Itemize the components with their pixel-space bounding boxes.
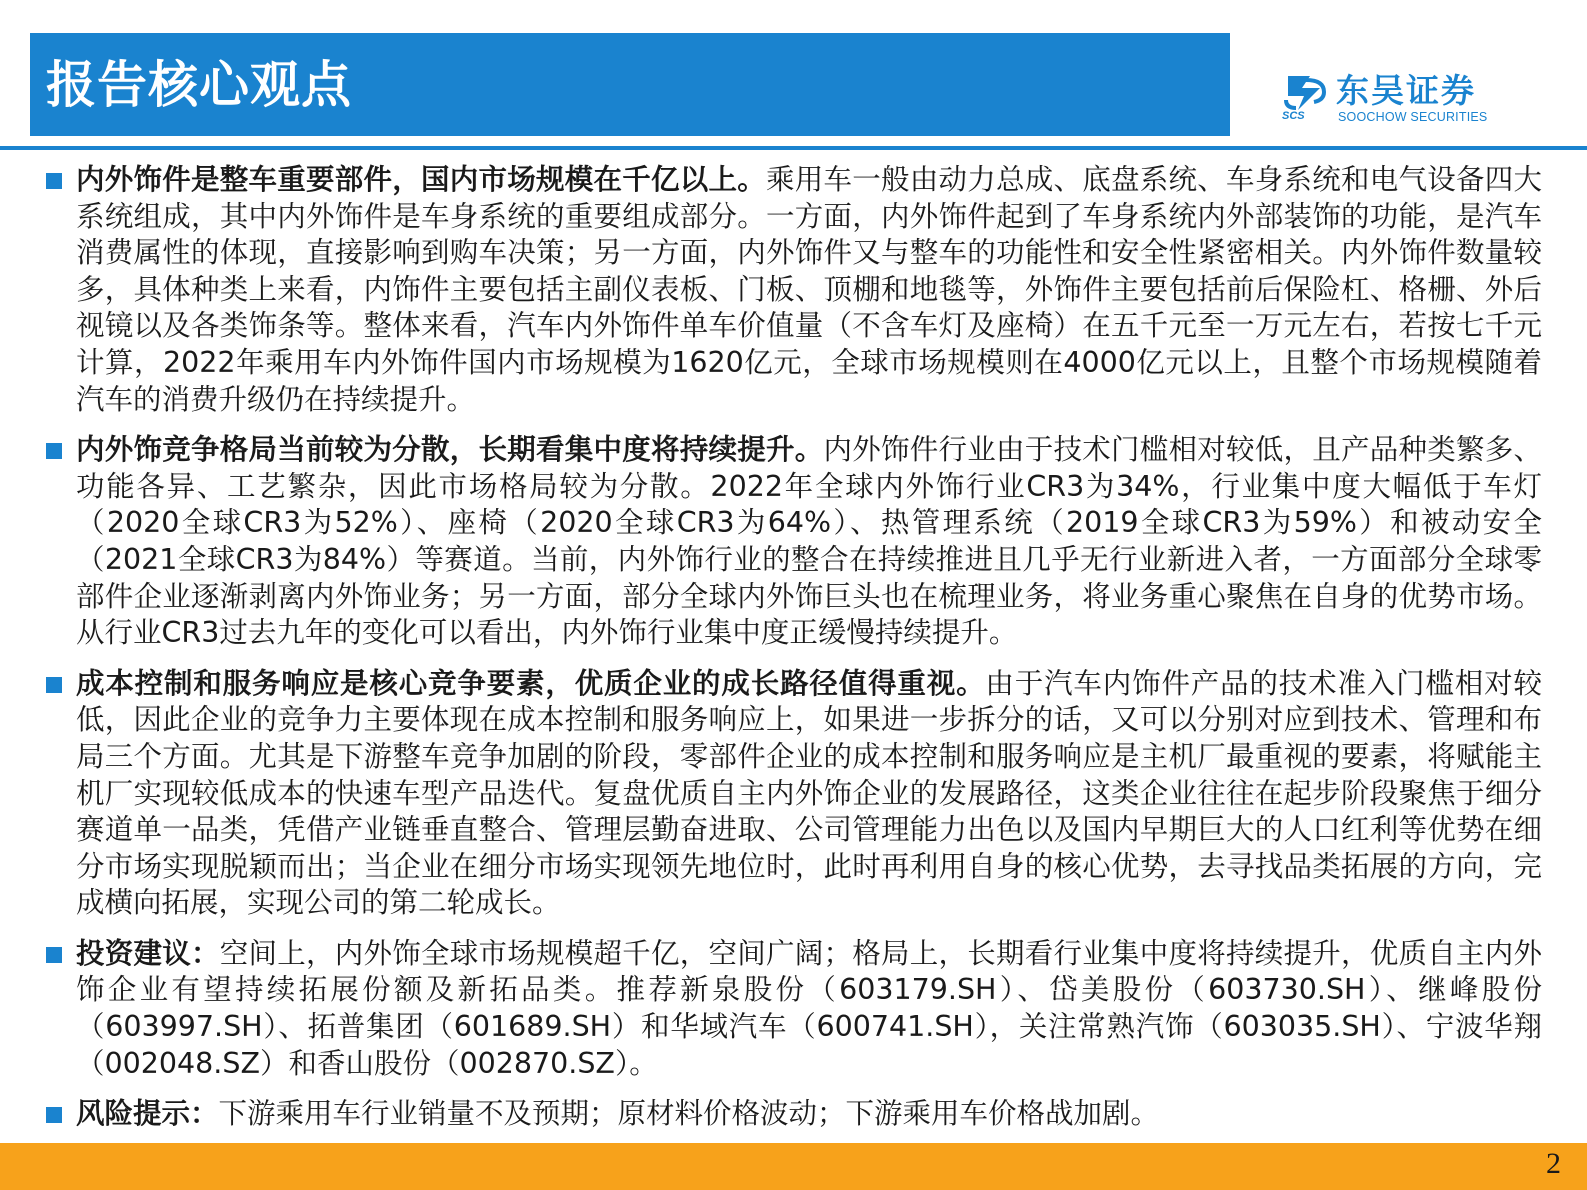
bullet-body: 乘用车一般由动力总成、底盘系统、车身系统和电气设备四大系统组成，其中内外饰件是车身系统的重要组成部分。一方面，内外饰件起到了车身系统内外部装饰的功能，是汽车消费属性的体现，直接影响到购车决策；另一方面，内外饰件又与整车的功能性和安全性紧密相关。内外饰件数量较多，具体种类上来看，内饰件主要包括主副仪表板、门板、顶棚和地毯等，外饰件主要包括前后保险杠、格栅、外后视镜以及各类饰条等。整体来看，汽车内外饰件单车价值量（不含车灯及座椅）在五千元至一万元左右，若按七千元计算，2022年乘用车内外饰件国内市场规模为1620亿元，全球市场规模则在4000亿元以上，且整个市场规模随着汽车的消费升级仍在持续提升。 bbox=[76, 163, 1542, 416]
logo-chinese-name: 东吴证券 bbox=[1336, 71, 1476, 110]
header-divider bbox=[0, 146, 1587, 150]
bullet-square-icon bbox=[46, 173, 62, 189]
footer-bar bbox=[0, 1143, 1587, 1190]
bullet-body: 空间上，内外饰全球市场规模超千亿，空间广阔；格局上，长期看行业集中度将持续提升，优质自主内外饰企业有望持续拓展份额及新拓品类。推荐新泉股份（603179.SH）、岱美股份（603730.SH）、继峰股份（603997.SH）、拓普集团（601689.SH）和华域汽车（600741.SH），关注常熟汽饰（603035.SH）、宁波华翔（002048.SZ）和香山股份（002870.SZ）。 bbox=[76, 936, 1542, 1080]
bullet-lead: 内外饰竞争格局当前较为分散，长期看集中度将持续提升。 bbox=[76, 433, 824, 467]
bullet-body: 内外饰件行业由于技术门槛相对较低，且产品种类繁多、功能各异、工艺繁杂，因此市场格局较为分散。2022年全球内外饰行业CR3为34%，行业集中度大幅低于车灯（2020全球CR3为52%）、座椅（2020全球CR3为64%）、热管理系统（2019全球CR3为59%）和被动安全（2021全球CR3为84%）等赛道。当前，内外饰行业的整合在持续推进且几乎无行业新进入者，一方面部分全球零部件企业逐渐剥离内外饰业务；另一方面，部分全球内外饰巨头也在梳理业务，将业务重心聚焦在自身的优势市场。从行业CR3过去九年的变化可以看出，内外饰行业集中度正缓慢持续提升。 bbox=[76, 433, 1542, 650]
bullet-square-icon bbox=[46, 947, 62, 963]
bullet-core-factors bbox=[44, 666, 1542, 922]
logo-english-name: SOOCHOW SECURITIES bbox=[1338, 110, 1488, 124]
bullet-body: 下游乘用车行业销量不及预期；原材料价格波动；下游乘用车价格战加剧。 bbox=[218, 1097, 1160, 1131]
bullet-list bbox=[44, 162, 1542, 1147]
bullet-investment-advice bbox=[44, 936, 1542, 1082]
bullet-body: 由于汽车内饰件产品的技术准入门槛相对较低，因此企业的竞争力主要体现在成本控制和服务响应上，如果进一步拆分的话，又可以分别对应到技术、管理和布局三个方面。尤其是下游整车竞争加剧的阶段，零部件企业的成本控制和服务响应是主机厂最重视的要素，将赋能主机厂实现较低成本的快速车型产品迭代。复盘优质自主内外饰企业的发展路径，这类企业往往在起步阶段聚焦于细分赛道单一品类，凭借产业链垂直整合、管理层勤奋进取、公司管理能力出色以及国内早期巨大的人口红利等优势在细分市场实现脱颖而出；当企业在细分市场实现领先地位时，此时再利用自身的核心优势，去寻找品类拓展的方向，完成横向拓展，实现公司的第二轮成长。 bbox=[76, 666, 1542, 920]
page-title: 报告核心观点 bbox=[46, 56, 352, 114]
bullet-lead: 成本控制和服务响应是核心竞争要素，优质企业的成长路径值得重视。 bbox=[76, 666, 986, 700]
bullet-risk-warning bbox=[44, 1096, 1542, 1133]
bullet-lead: 风险提示： bbox=[76, 1097, 219, 1131]
bullet-square-icon bbox=[46, 443, 62, 459]
bullet-market-size bbox=[44, 162, 1542, 418]
bullet-competition bbox=[44, 432, 1542, 652]
title-bar bbox=[30, 33, 1230, 136]
bullet-square-icon bbox=[46, 677, 62, 693]
company-logo bbox=[1280, 70, 1510, 130]
page-number: 2 bbox=[1546, 1147, 1561, 1180]
logo-abbreviation: SCS bbox=[1282, 110, 1305, 122]
bullet-lead: 内外饰件是整车重要部件，国内市场规模在千亿以上。 bbox=[76, 163, 766, 196]
bullet-square-icon bbox=[46, 1107, 62, 1123]
bullet-lead: 投资建议： bbox=[76, 936, 220, 970]
